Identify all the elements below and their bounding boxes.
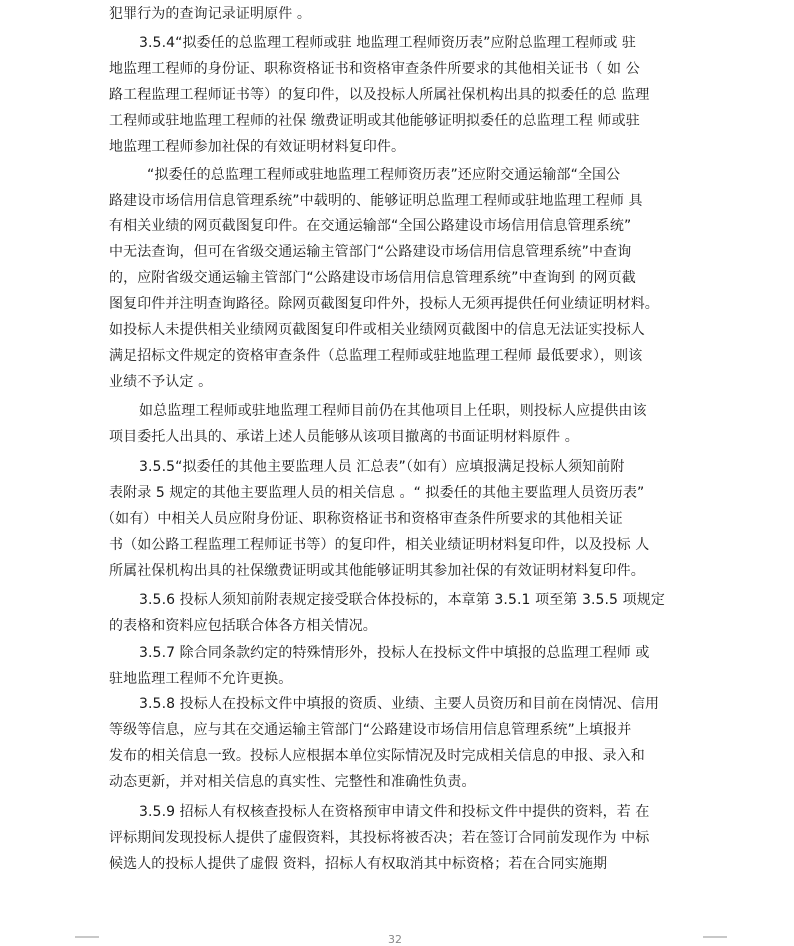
text-line: 地监理工程师参加社保的有效证明材料复印件。 <box>109 139 406 155</box>
text-line: 书（如公路工程监理工程师证书等）的复印件，相关业绩证明材料复印件，以及投标 人 <box>109 537 650 553</box>
text-line: 有相关业绩的网页截图复印件。在交通运输部“全国公路建设市场信用信息管理系统” <box>109 218 632 234</box>
text-line: 3.5.9 招标人有权核查投标人在资格预审申请文件和投标文件中提供的资料，若 在 <box>139 804 650 820</box>
page-number: 32 <box>388 933 402 946</box>
text-line: 3.5.6 投标人须知前附表规定接受联合体投标的，本章第 3.5.1 项至第 3.5.5 项规定 <box>139 592 665 608</box>
crop-mark-left <box>75 936 99 938</box>
text-line: 工程师或驻地监理工程师的社保 缴费证明或其他能够证明拟委任的总监理工程 师或驻 <box>109 113 640 129</box>
text-line: 项目委托人出具的、承诺上述人员能够从该项目撤离的书面证明材料原件 。 <box>109 429 579 445</box>
text-line: 业绩不予认定 。 <box>109 374 213 390</box>
text-line: 满足招标文件规定的资格审查条件（总监理工程师或驻地监理工程师 最低要求），则该 <box>109 348 643 364</box>
text-line: 3.5.4“拟委任的总监理工程师或驻 地监理工程师资历表”应附总监理工程师或 驻 <box>139 35 637 51</box>
text-line: 如总监理工程师或驻地监理工程师目前仍在其他项目上任职，则投标人应提供由该 <box>139 403 647 419</box>
text-line: 如投标人未提供相关业绩网页截图复印件或相关业绩网页截图中的信息无法证实投标人 <box>109 322 645 338</box>
text-line: 3.5.8 投标人在投标文件中填报的资质、业绩、主要人员资历和目前在岗情况、信用 <box>139 696 660 712</box>
text-line: 图复印件并注明查询路径。除网页截图复印件外，投标人无须再提供任何业绩证明材料。 <box>109 296 659 312</box>
text-line: 表附录 5 规定的其他主要监理人员的相关信息 。“ 拟委任的其他主要监理人员资历表” <box>109 485 645 501</box>
text-line: 驻地监理工程师不允许更换。 <box>109 671 293 687</box>
text-line: 地监理工程师的身份证、职称资格证书和资格审查条件所要求的其他相关证书（ 如 公 <box>109 61 640 77</box>
text-line: 所属社保机构出具的社保缴费证明或其他能够证明其参加社保的有效证明材料复印件。 <box>109 563 645 579</box>
text-line: 的表格和资料应包括联合体各方相关情况。 <box>109 618 377 634</box>
text-line: “拟委任的总监理工程师或驻地监理工程师资历表”还应附交通运输部“全国公 <box>147 167 621 183</box>
text-line: 3.5.7 除合同条款约定的特殊情形外，投标人在投标文件中填报的总监理工程师 或 <box>139 645 650 661</box>
text-line: 中无法查询，但可在省级交通运输主管部门“公路建设市场信用信息管理系统”中查询 <box>109 244 632 260</box>
text-line: 候选人的投标人提供了虚假 资料，招标人有权取消其中标资格；若在合同实施期 <box>109 856 608 872</box>
text-line: （如有）中相关人员应附身份证、职称资格证书和资格审查条件所要求的其他相关证 <box>101 511 623 527</box>
crop-mark-right <box>703 936 727 938</box>
text-line: 路建设市场信用信息管理系统”中载明的、能够证明总监理工程师或驻地监理工程师 具 <box>109 193 643 209</box>
text-line: 的，应附省级交通运输主管部门“公路建设市场信用信息管理系统”中查询到 的网页截 <box>109 270 636 286</box>
text-line: 动态更新，并对相关信息的真实性、完整性和准确性负责。 <box>109 774 476 790</box>
text-line: 等级等信息，应与其在交通运输主管部门“公路建设市场信用信息管理系统”上填报并 <box>109 722 632 738</box>
text-line: 发布的相关信息一致。投标人应根据本单位实际情况及时完成相关信息的申报、录入和 <box>109 748 645 764</box>
text-line: 评标期间发现投标人提供了虚假资料，其投标将被否决；若在签订合同前发现作为 中标 <box>109 830 650 846</box>
text-line: 3.5.5“拟委任的其他主要监理人员 汇总表”（如有）应填报满足投标人须知前附 <box>139 459 625 475</box>
text-line: 犯罪行为的查询记录证明原件 。 <box>109 6 311 22</box>
text-line: 路工程监理工程师证书等）的复印件，以及投标人所属社保机构出具的拟委任的总 监理 <box>109 87 650 103</box>
